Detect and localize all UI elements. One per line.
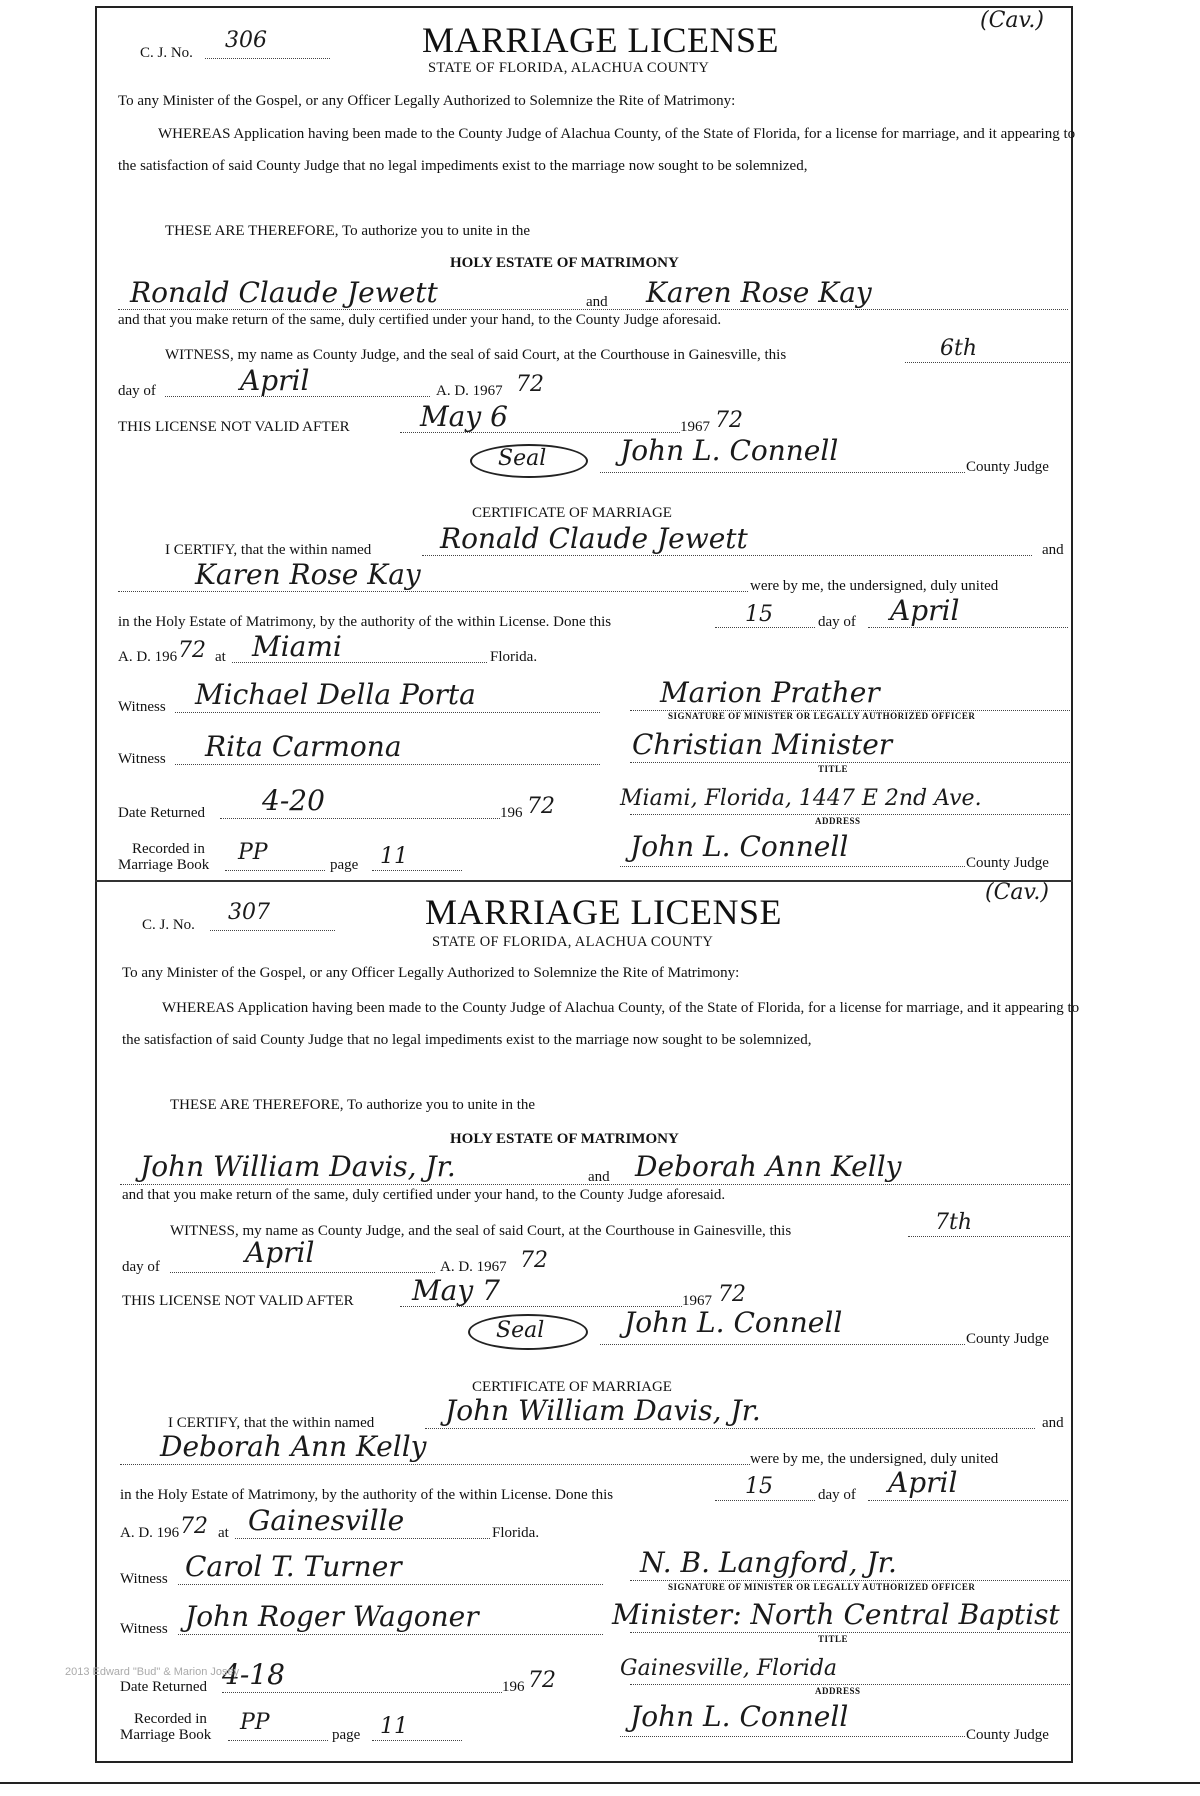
- officer-address: Gainesville, Florida: [620, 1656, 838, 1681]
- holy-line: in the Holy Estate of Matrimony, by the authority of the within License. Done this: [120, 1487, 614, 1503]
- not-valid-year-hw: 72: [718, 1282, 746, 1307]
- cert-bride: Deborah Ann Kelly: [160, 1430, 427, 1463]
- address-caption: ADDRESS: [815, 1686, 861, 1696]
- whereas-paragraph: WHEREAS Application having been made to the County Judge of Alachua County, of the State of Florida, for a license for marriage, and it appearing to the satisfaction of said County Judge that no legal impediments exist to the marriage now sought to be solemnized,: [122, 1000, 1080, 1048]
- ad2-year: 72: [180, 1514, 208, 1539]
- returned-year: 196: [500, 805, 523, 821]
- bride-name: Deborah Ann Kelly: [635, 1150, 902, 1183]
- not-valid-year: 1967: [682, 1293, 712, 1309]
- witness-line: WITNESS, my name as County Judge, and the seal of said Court, at the Courthouse in Gainesville, this: [165, 347, 787, 363]
- not-valid-label: THIS LICENSE NOT VALID AFTER: [122, 1293, 354, 1309]
- date-returned-label: Date Returned: [120, 1679, 208, 1695]
- recorded-label-2: Marriage Book: [120, 1727, 212, 1743]
- witness2-signature: John Roger Wagoner: [185, 1600, 479, 1633]
- county-judge-label: County Judge: [966, 459, 1049, 475]
- certificate-title: CERTIFICATE OF MARRIAGE: [472, 1379, 672, 1395]
- witness1-signature: Michael Della Porta: [195, 678, 476, 711]
- ad2-label: A. D. 196: [120, 1525, 180, 1541]
- title-caption: TITLE: [818, 1634, 849, 1644]
- done-month: April: [890, 594, 960, 627]
- return-line: and that you make return of the same, duly certified under your hand, to the County Judge aforesaid.: [122, 1187, 726, 1203]
- issue-month: April: [245, 1236, 315, 1269]
- county-judge-label-2: County Judge: [966, 1727, 1049, 1743]
- returned-year: 196: [502, 1679, 525, 1695]
- issue-year: 72: [520, 1248, 548, 1273]
- witness-line: WITNESS, my name as County Judge, and the seal of said Court, at the Courthouse in Gainesville, this: [170, 1223, 792, 1239]
- not-valid-date: May 7: [412, 1274, 500, 1307]
- license-title: MARRIAGE LICENSE: [422, 20, 779, 60]
- date-returned: 4-20: [262, 784, 325, 817]
- cert-and: and: [1042, 542, 1064, 558]
- certificate-title: CERTIFICATE OF MARRIAGE: [472, 505, 672, 521]
- judge-signature-2: John L. Connell: [630, 830, 849, 863]
- done-day: 15: [745, 602, 773, 627]
- cert-bride: Karen Rose Kay: [195, 558, 421, 591]
- marriage-book: PP: [240, 1710, 270, 1735]
- ad-label: A. D. 1967: [436, 383, 503, 399]
- holy-estate-heading: HOLY ESTATE OF MATRIMONY: [450, 255, 679, 271]
- returned-year-hw: 72: [528, 1668, 556, 1693]
- copyright-watermark: 2013 Edward "Bud" & Marion Josey: [65, 1666, 240, 1678]
- title-caption: TITLE: [818, 764, 849, 774]
- and-word: and: [586, 294, 608, 310]
- issue-day: 7th: [935, 1210, 973, 1235]
- witness2-label: Witness: [118, 751, 166, 767]
- done-day-of: day of: [818, 614, 856, 630]
- cj-number: 307: [228, 900, 270, 925]
- cj-label: C. J. No.: [140, 45, 193, 61]
- not-valid-date: May 6: [420, 400, 508, 433]
- recorded-label-1: Recorded in: [132, 841, 205, 857]
- license-title: MARRIAGE LICENSE: [425, 892, 782, 932]
- license-306: [0, 0, 1200, 880]
- certify-label: I CERTIFY, that the within named: [165, 542, 372, 558]
- seal-word: Seal: [498, 446, 547, 471]
- cj-number: 306: [225, 28, 267, 53]
- corner-note: (Cav.): [980, 8, 1044, 33]
- witness1-label: Witness: [118, 699, 166, 715]
- ad-label: A. D. 1967: [440, 1259, 507, 1275]
- county-judge-label: County Judge: [966, 1331, 1049, 1347]
- officer-caption: SIGNATURE OF MINISTER OR LEGALLY AUTHORIZED OFFICER: [668, 711, 976, 721]
- officer-caption: SIGNATURE OF MINISTER OR LEGALLY AUTHORIZED OFFICER: [668, 1582, 976, 1592]
- not-valid-year-hw: 72: [715, 408, 743, 433]
- therefore-line: THESE ARE THEREFORE, To authorize you to unite in the: [170, 1097, 536, 1113]
- salutation: To any Minister of the Gospel, or any Officer Legally Authorized to Solemnize the Rite of Matrimony:: [122, 965, 740, 981]
- not-valid-label: THIS LICENSE NOT VALID AFTER: [118, 419, 350, 435]
- corner-note: (Cav.): [985, 880, 1049, 905]
- at-label: at: [215, 649, 226, 665]
- witness2-signature: Rita Carmona: [205, 730, 402, 763]
- witness2-label: Witness: [120, 1621, 168, 1637]
- not-valid-year: 1967: [680, 419, 710, 435]
- day-of-label: day of: [118, 383, 156, 399]
- florida-label: Florida.: [492, 1525, 540, 1541]
- issue-month: April: [240, 364, 310, 397]
- judge-signature: John L. Connell: [620, 434, 839, 467]
- officer-signature: N. B. Langford, Jr.: [640, 1546, 897, 1579]
- recorded-label-2: Marriage Book: [118, 857, 210, 873]
- marriage-place: Gainesville: [248, 1504, 405, 1537]
- united-label: were by me, the undersigned, duly united: [750, 578, 999, 594]
- date-returned-label: Date Returned: [118, 805, 206, 821]
- officer-title: Minister: North Central Baptist: [612, 1598, 1060, 1631]
- done-day-of: day of: [818, 1487, 856, 1503]
- recorded-label-1: Recorded in: [134, 1711, 207, 1727]
- returned-year-hw: 72: [527, 794, 555, 819]
- seal-word: Seal: [496, 1318, 545, 1343]
- therefore-line: THESE ARE THEREFORE, To authorize you to unite in the: [165, 223, 531, 239]
- date-returned: 4-18: [222, 1658, 285, 1691]
- officer-address: Miami, Florida, 1447 E 2nd Ave.: [620, 786, 982, 811]
- issue-year: 72: [516, 372, 544, 397]
- cj-label: C. J. No.: [142, 917, 195, 933]
- florida-label: Florida.: [490, 649, 538, 665]
- page-number: 11: [380, 1714, 408, 1739]
- page-bottom-rule: [0, 1782, 1200, 1784]
- county-judge-label-2: County Judge: [966, 855, 1049, 871]
- marriage-place: Miami: [252, 630, 342, 663]
- address-caption: ADDRESS: [815, 816, 861, 826]
- done-day: 15: [745, 1474, 773, 1499]
- certify-label: I CERTIFY, that the within named: [168, 1415, 375, 1431]
- cert-groom: Ronald Claude Jewett: [440, 522, 748, 555]
- and-word: and: [588, 1169, 610, 1185]
- page-label: page: [332, 1727, 361, 1743]
- holy-estate-heading: HOLY ESTATE OF MATRIMONY: [450, 1131, 679, 1147]
- officer-signature: Marion Prather: [660, 676, 880, 709]
- judge-signature-2: John L. Connell: [630, 1700, 849, 1733]
- judge-signature: John L. Connell: [624, 1306, 843, 1339]
- issue-day: 6th: [940, 336, 978, 361]
- groom-name: Ronald Claude Jewett: [130, 276, 438, 309]
- marriage-book: PP: [238, 840, 268, 865]
- day-of-label: day of: [122, 1259, 160, 1275]
- ad2-year: 72: [178, 638, 206, 663]
- done-month: April: [888, 1466, 958, 1499]
- salutation: To any Minister of the Gospel, or any Officer Legally Authorized to Solemnize the Rite of Matrimony:: [118, 93, 736, 109]
- groom-name: John William Davis, Jr.: [140, 1150, 456, 1183]
- witness1-label: Witness: [120, 1571, 168, 1587]
- cert-and: and: [1042, 1415, 1064, 1431]
- officer-title: Christian Minister: [632, 728, 893, 761]
- license-subtitle: STATE OF FLORIDA, ALACHUA COUNTY: [428, 60, 710, 76]
- whereas-paragraph: WHEREAS Application having been made to the County Judge of Alachua County, of the State of Florida, for a license for marriage, and it appearing to the satisfaction of said County Judge that no legal impediments exist to the marriage now sought to be solemnized,: [118, 126, 1076, 174]
- cert-groom: John William Davis, Jr.: [445, 1394, 761, 1427]
- holy-line: in the Holy Estate of Matrimony, by the authority of the within License. Done this: [118, 614, 612, 630]
- ad2-label: A. D. 196: [118, 649, 178, 665]
- page-label: page: [330, 857, 359, 873]
- united-label: were by me, the undersigned, duly united: [750, 1451, 999, 1467]
- return-line: and that you make return of the same, duly certified under your hand, to the County Judge aforesaid.: [118, 312, 722, 328]
- at-label: at: [218, 1525, 229, 1541]
- page-number: 11: [380, 844, 408, 869]
- witness1-signature: Carol T. Turner: [185, 1550, 402, 1583]
- bride-name: Karen Rose Kay: [646, 276, 872, 309]
- license-subtitle: STATE OF FLORIDA, ALACHUA COUNTY: [432, 934, 714, 950]
- license-307: [0, 872, 1200, 1752]
